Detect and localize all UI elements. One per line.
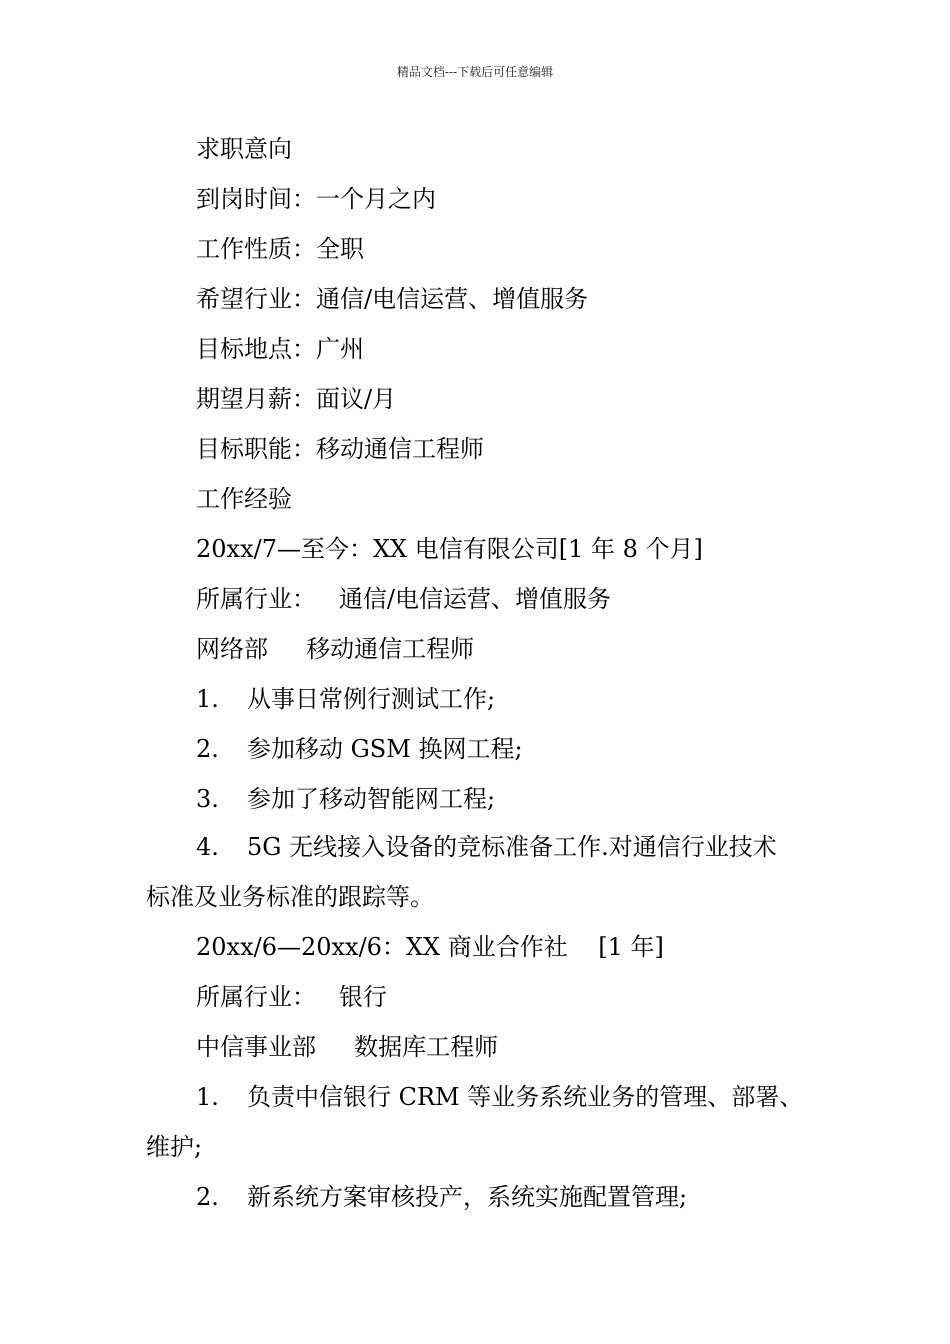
target-role-line: 目标职能：移动通信工程师 xyxy=(196,435,484,463)
job2-department-line: 中信事业部 数据库工程师 xyxy=(196,1033,499,1061)
list-item-number: 3. xyxy=(196,785,219,813)
section-title-work-experience: 工作经验 xyxy=(196,485,292,513)
list-item-text: 从事日常例行测试工作; xyxy=(247,685,496,713)
job1-industry-line: 所属行业： 通信/电信运营、增值服务 xyxy=(196,585,611,613)
page-header: 精品文档---下载后可任意编辑 xyxy=(396,65,554,79)
salary-line: 期望月薪：面议/月 xyxy=(196,385,397,413)
list-item-text: 新系统方案审核投产，系统实施配置管理; xyxy=(247,1183,688,1211)
list-item-text: 负责中信银行 CRM 等业务系统业务的管理、部署、 xyxy=(247,1083,804,1111)
list-item xyxy=(196,734,523,764)
job2-period-line: 20xx/6—20xx/6：XX 商业合作社 [1 年] xyxy=(196,933,664,961)
availability-line: 到岗时间：一个月之内 xyxy=(196,185,436,213)
list-item xyxy=(196,784,495,814)
list-item-continuation: 维护; xyxy=(146,1133,203,1161)
list-item-number: 2. xyxy=(196,735,219,763)
job-type-line: 工作性质：全职 xyxy=(196,235,364,263)
list-item-text: 参加了移动智能网工程; xyxy=(247,785,496,813)
industry-line: 希望行业：通信/电信运营、增值服务 xyxy=(196,285,589,313)
list-item-number: 1. xyxy=(196,685,219,713)
job1-period-line: 20xx/7—至今：XX 电信有限公司[1 年 8 个月] xyxy=(196,535,703,563)
list-item-text: 参加移动 GSM 换网工程; xyxy=(247,735,523,763)
list-item-text: 5G 无线接入设备的竞标准备工作.对通信行业技术 xyxy=(247,833,777,861)
list-item-number: 1. xyxy=(196,1083,219,1111)
job2-industry-line: 所属行业： 银行 xyxy=(196,983,387,1011)
section-title-job-intention: 求职意向 xyxy=(196,135,292,163)
list-item xyxy=(196,1082,803,1112)
list-item xyxy=(196,832,777,862)
location-line: 目标地点：广州 xyxy=(196,335,364,363)
list-item-number: 4. xyxy=(196,833,219,861)
list-item-number: 2. xyxy=(196,1183,219,1211)
list-item-continuation: 标准及业务标准的跟踪等。 xyxy=(146,883,434,911)
job1-department-line: 网络部 移动通信工程师 xyxy=(196,635,475,663)
list-item xyxy=(196,1182,687,1212)
list-item xyxy=(196,684,495,714)
